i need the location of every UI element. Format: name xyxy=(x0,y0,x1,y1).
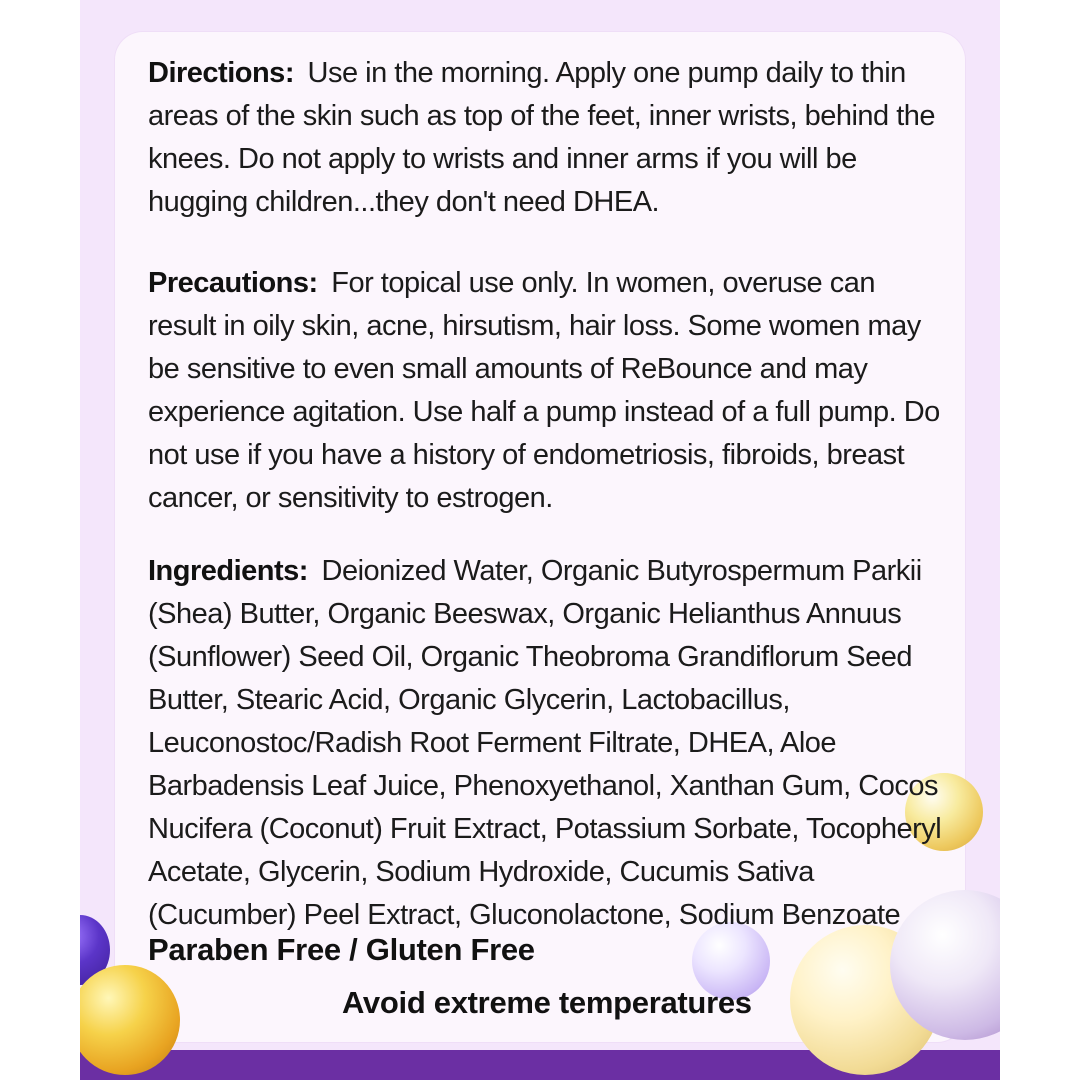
ingredients-section xyxy=(148,550,948,937)
directions-section xyxy=(148,52,948,224)
paraben-gluten-free-note: Paraben Free / Gluten Free xyxy=(148,932,535,967)
precautions-title: Precautions: xyxy=(148,267,318,299)
directions-body: Use in the morning. Apply one pump daily to thin areas of the skin such as top of the feet, inner wrists, behind the knees. Do not apply to wrists and inner arms if you will be hugging children...they don't need DHEA. xyxy=(148,57,936,218)
precautions-section xyxy=(148,262,948,520)
directions-title: Directions: xyxy=(148,57,294,89)
label-canvas xyxy=(80,0,1000,1080)
ingredients-body: Deionized Water, Organic Butyrospermum Parkii (Shea) Butter, Organic Beeswax, Organic Helianthus Annuus (Sunflower) Seed Oil, Organic Theobroma Grandiflorum Seed Butter, Stearic Acid, Organic Glycerin, Lactobacillus, Leuconostoc/Radish Root Ferment Filtrate, DHEA, Aloe Barbadensis Leaf Juice, Phenoxyethanol, Xanthan Gum, Cocos Nucifera (Coconut) Fruit Extract, Potassium Sorbate, Tocopheryl Acetate, Glycerin, Sodium Hydroxide, Cucumis Sativa (Cucumber) Peel Extract, Gluconolactone, Sodium Benzoate xyxy=(148,555,942,931)
ingredients-title: Ingredients: xyxy=(148,555,308,587)
precautions-body: For topical use only. In women, overuse can result in oily skin, acne, hirsutism, hair loss. Some women may be sensitive to even small amounts of ReBounce and may experience agitation. Use half a pump instead of a full pump. Do not use if you have a history of endometriosis, fibroids, breast cancer, or sensitivity to estrogen. xyxy=(148,267,940,514)
temperature-warning: Avoid extreme temperatures xyxy=(342,985,752,1020)
